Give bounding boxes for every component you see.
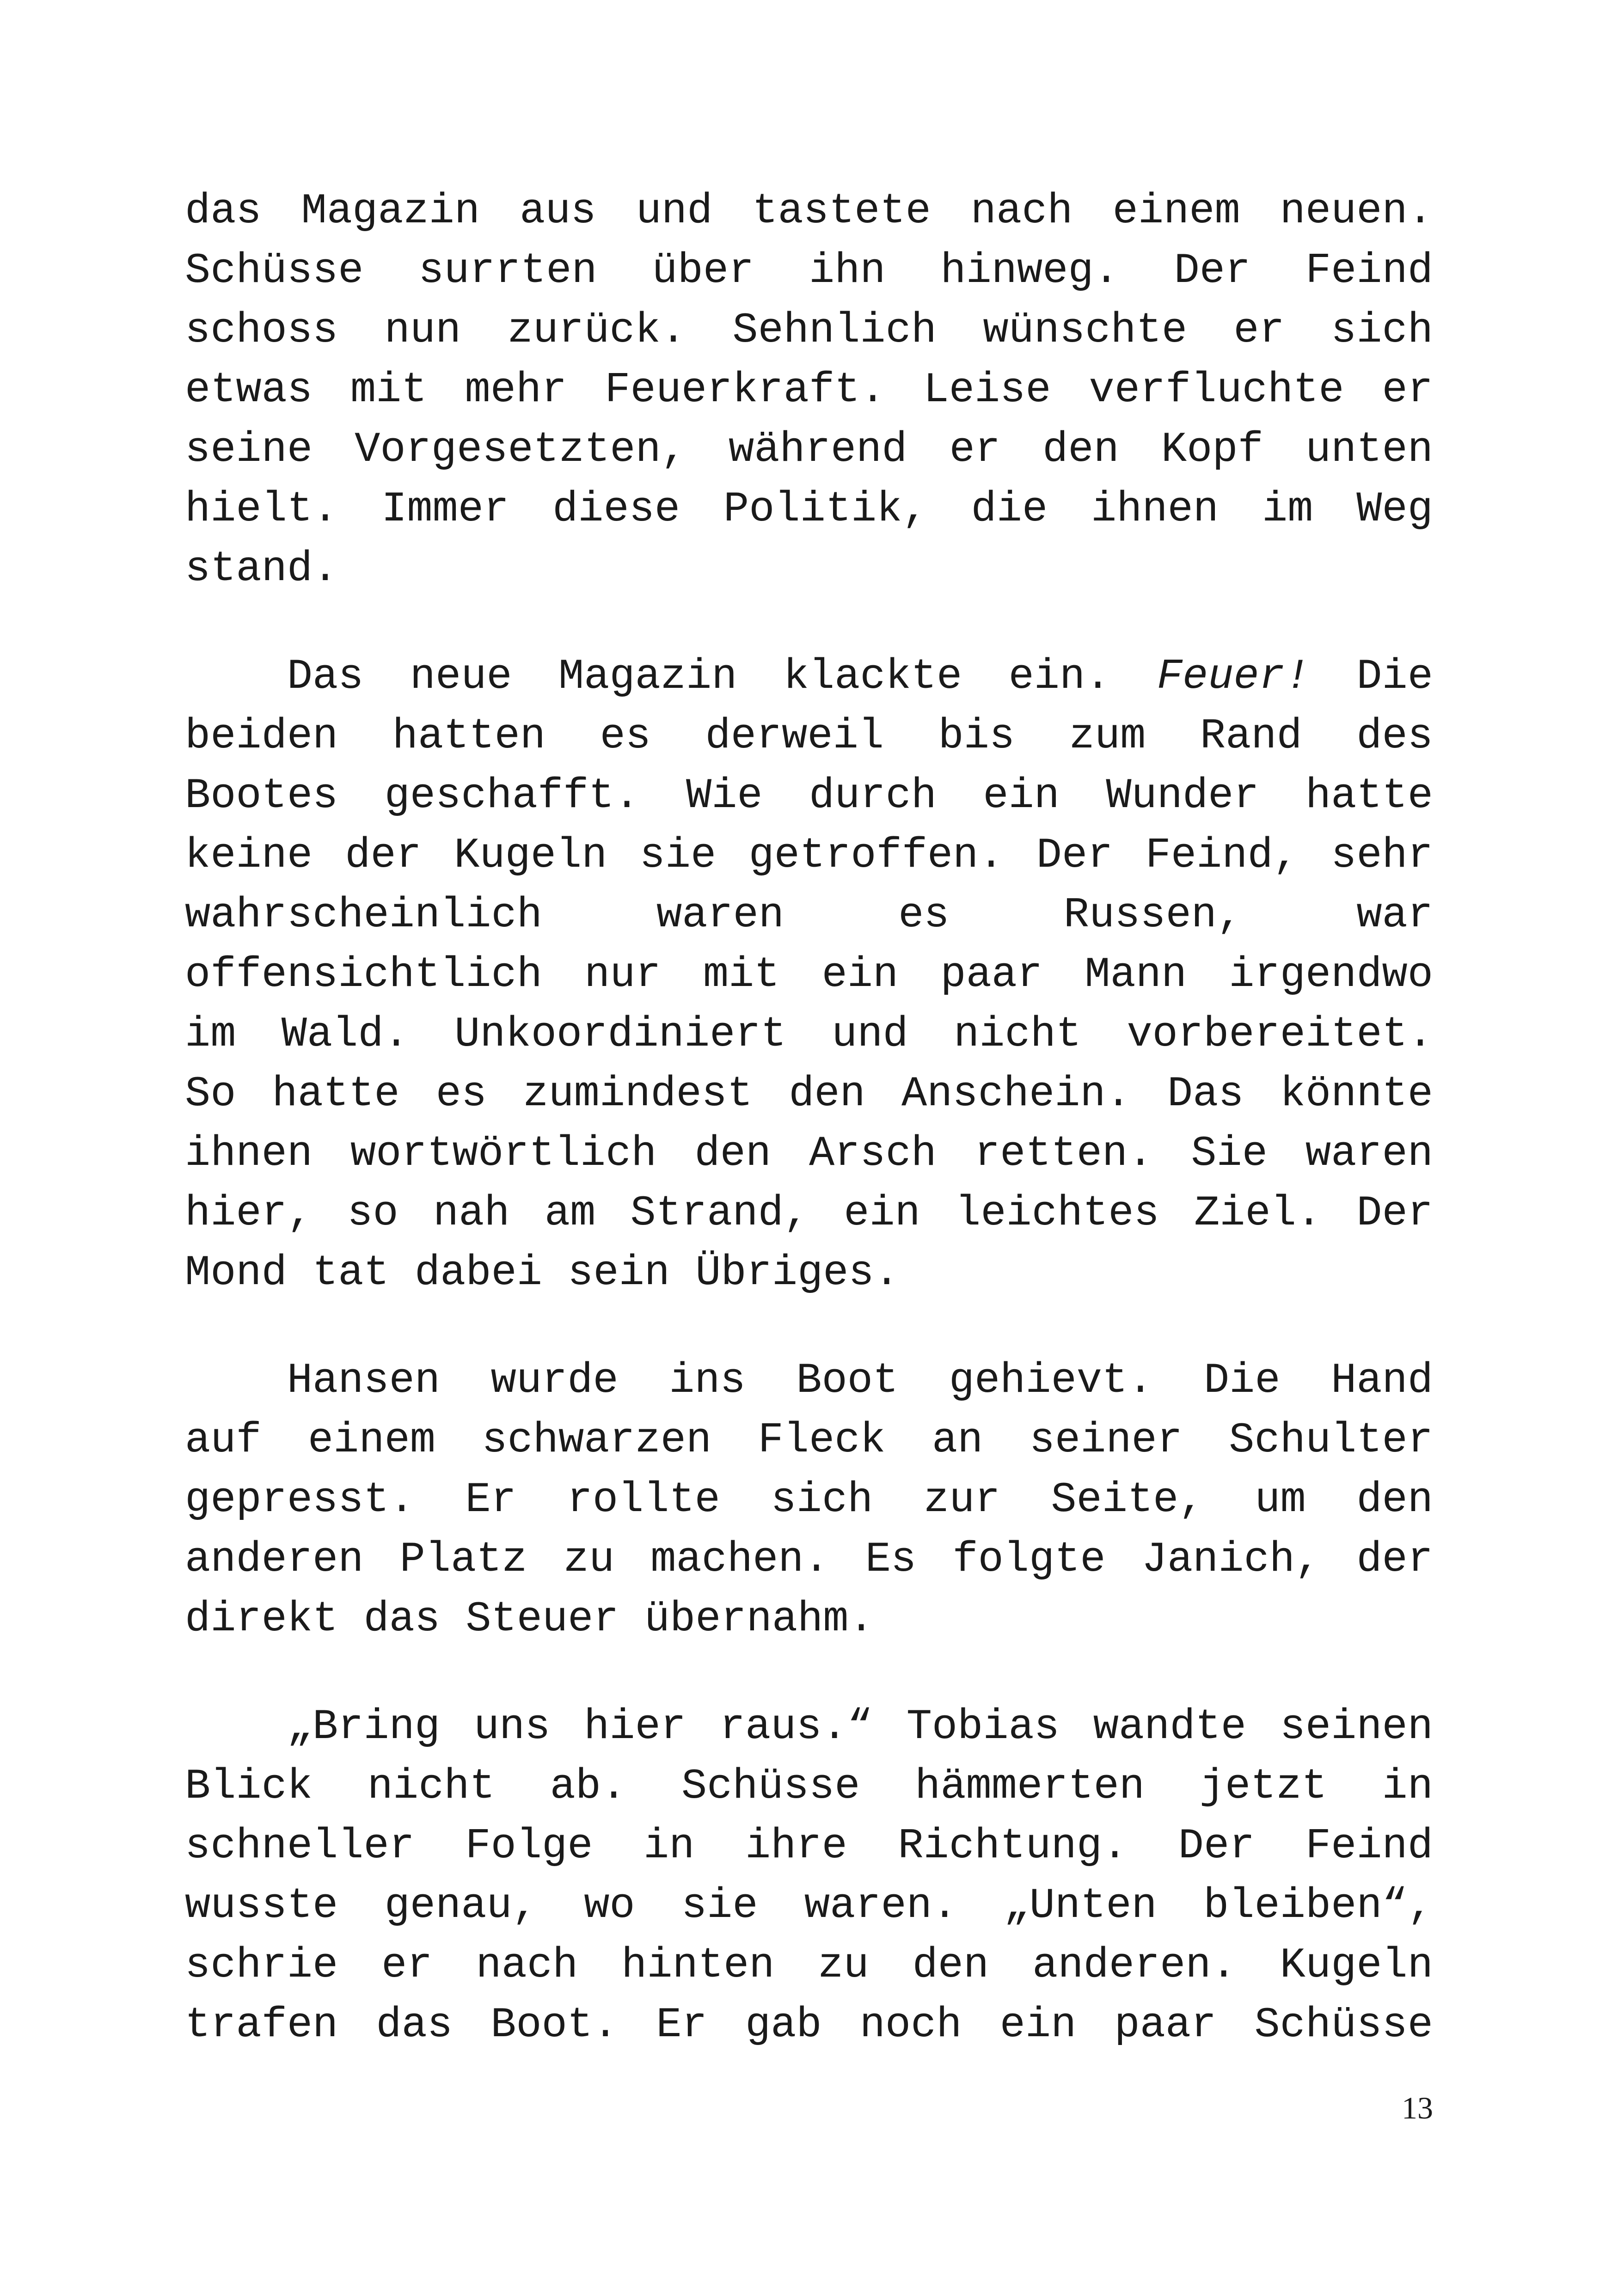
word: das: [185, 187, 262, 235]
word: Hand: [1331, 1356, 1433, 1405]
word: es: [435, 1070, 487, 1118]
word: zu: [563, 1535, 615, 1584]
word: er: [1382, 366, 1433, 414]
text-line: [185, 1530, 1433, 1589]
word: hinten: [621, 1941, 775, 1990]
text-line: [185, 1589, 1433, 1649]
word: Mann: [1085, 950, 1187, 999]
word: Kugeln: [454, 831, 607, 880]
word: zumindest: [523, 1070, 753, 1118]
text-line: [185, 1470, 1433, 1530]
word: bleiben“,: [1203, 1881, 1433, 1930]
text-line: [185, 1995, 1433, 2055]
word: schneller: [185, 1822, 415, 1870]
word: den: [912, 1941, 989, 1990]
word: könnte: [1280, 1070, 1433, 1118]
text-line: [185, 1816, 1433, 1876]
word: nach: [970, 187, 1073, 235]
paragraph: [185, 1351, 1433, 1649]
text-line: [185, 1697, 1433, 1757]
word: Er: [656, 2001, 707, 2049]
word: sein: [542, 1249, 670, 1297]
word: nach: [476, 1941, 578, 1990]
word: er: [381, 1941, 433, 1990]
word: ins: [669, 1356, 746, 1405]
word: diese: [552, 485, 680, 533]
word: Hansen: [185, 1356, 441, 1405]
word: in: [1382, 1762, 1433, 1811]
word: schrie: [185, 1941, 338, 1990]
word: tastete: [752, 187, 931, 235]
word: zurück.: [507, 306, 686, 355]
word: zum: [1069, 712, 1146, 760]
word: seiner: [1029, 1416, 1183, 1464]
word: nah: [433, 1189, 510, 1237]
word: direkt: [185, 1595, 338, 1643]
word: beiden: [185, 712, 338, 760]
word: waren: [656, 891, 784, 939]
word: wahrscheinlich: [185, 891, 542, 939]
word: der: [1356, 1535, 1433, 1584]
word: Fleck: [758, 1416, 886, 1464]
word: Richtung.: [898, 1822, 1128, 1870]
word: surrten: [418, 246, 597, 295]
word: Weg: [1356, 485, 1433, 533]
word: ihre: [745, 1822, 847, 1870]
word: ein: [844, 1189, 920, 1237]
text-line: [185, 241, 1433, 300]
word: waren: [1305, 1129, 1433, 1178]
word: genau,: [384, 1881, 538, 1930]
word: hier: [584, 1702, 686, 1751]
word: es: [898, 891, 950, 939]
word: es: [600, 712, 651, 760]
word: unten: [1305, 425, 1433, 474]
word: Rand: [1200, 712, 1302, 760]
word: etwas: [185, 366, 313, 414]
word: Das: [1167, 1070, 1244, 1118]
word: Boot.: [490, 2001, 619, 2049]
word: Steuer: [440, 1595, 619, 1643]
word: Schulter: [1229, 1416, 1433, 1464]
word: bis: [938, 712, 1015, 760]
text-line: [185, 885, 1433, 945]
word: einem: [307, 1416, 436, 1464]
word: gehievt.: [949, 1356, 1153, 1405]
word: leichtes: [955, 1189, 1159, 1237]
word: seine: [185, 425, 313, 474]
word: nicht: [367, 1762, 495, 1811]
word: hatte: [1305, 771, 1433, 820]
word: Tobias: [906, 1702, 1060, 1751]
word: er: [949, 425, 1001, 474]
word: Vorgesetzten,: [355, 425, 686, 474]
word: hämmerten: [915, 1762, 1145, 1811]
word: sie: [639, 831, 717, 880]
word: Wie: [686, 771, 763, 820]
word: wortwörtlich: [350, 1129, 657, 1178]
word: raus.“: [719, 1702, 873, 1751]
word: Schüsse: [681, 1762, 860, 1811]
page-number: 13: [1402, 2090, 1433, 2125]
word: nur: [584, 950, 661, 999]
word: über: [652, 246, 754, 295]
word: hatte: [272, 1070, 400, 1118]
word: Schüsse: [1254, 2001, 1433, 2049]
paragraph: [185, 647, 1433, 1303]
word: Er: [465, 1476, 516, 1524]
word: Ziel.: [1194, 1189, 1322, 1237]
word: nun: [384, 306, 461, 355]
word: das: [376, 2001, 453, 2049]
word: Strand,: [630, 1189, 809, 1237]
word: Der: [1036, 831, 1113, 880]
word: retten.: [974, 1129, 1153, 1178]
word: offensichtlich: [185, 950, 542, 999]
word: zur: [924, 1476, 1000, 1524]
word: ein: [983, 771, 1060, 820]
word: hielt.: [185, 485, 338, 533]
word: Bootes: [185, 771, 338, 820]
text-line: [185, 1243, 1433, 1303]
word: hier,: [185, 1189, 313, 1237]
word: ein: [821, 950, 899, 999]
word: Mond: [185, 1249, 287, 1297]
word: das: [338, 1595, 441, 1643]
word: Sehnlich: [732, 306, 937, 355]
word: gepresst.: [185, 1476, 415, 1524]
word: um: [1255, 1476, 1306, 1524]
word: Magazin: [558, 652, 737, 701]
word: wusste: [185, 1881, 338, 1930]
word: derweil: [705, 712, 884, 760]
word: ihnen: [1091, 485, 1219, 533]
word: sich: [771, 1476, 873, 1524]
word: ab.: [550, 1762, 627, 1811]
word: durch: [809, 771, 937, 820]
word: den: [694, 1129, 772, 1178]
word: jetzt: [1199, 1762, 1327, 1811]
word: keine: [185, 831, 313, 880]
text-line: [185, 766, 1433, 826]
word: an: [932, 1416, 983, 1464]
text-line: [185, 181, 1433, 241]
word: ein: [999, 2001, 1077, 2049]
word: sehr: [1331, 831, 1433, 880]
word: war: [1356, 891, 1433, 939]
word: folgte: [952, 1535, 1106, 1584]
word: neuen.: [1280, 187, 1433, 235]
word: Kopf: [1161, 425, 1263, 474]
word: „Bring: [185, 1702, 441, 1751]
word: machen.: [650, 1535, 829, 1584]
word: nicht: [954, 1010, 1082, 1059]
word: den: [1356, 1476, 1433, 1524]
word: Feind,: [1145, 831, 1299, 880]
word: irgendwo: [1229, 950, 1433, 999]
word: Politik,: [723, 485, 928, 533]
word: anderen: [185, 1535, 364, 1584]
word: Arsch: [809, 1129, 937, 1178]
word: Russen,: [1063, 891, 1243, 939]
word: im: [185, 1010, 236, 1059]
word: paar: [1114, 2001, 1217, 2049]
paragraph: [185, 1697, 1433, 2055]
word: Das: [185, 652, 364, 701]
text-line: [185, 1004, 1433, 1064]
text-line: [185, 300, 1433, 360]
word: Es: [865, 1535, 917, 1584]
word: schwarzen: [482, 1416, 712, 1464]
word: verfluchte: [1089, 366, 1344, 414]
word: einem: [1112, 187, 1240, 235]
text-line: [185, 479, 1433, 539]
word: Feuer!: [1157, 652, 1310, 701]
word: rollte: [567, 1476, 720, 1524]
word: Der: [1174, 246, 1251, 295]
word: geschafft.: [384, 771, 640, 820]
word: Platz: [399, 1535, 527, 1584]
word: Der: [1178, 1822, 1255, 1870]
text-line: [185, 706, 1433, 766]
word: Der: [1356, 1189, 1433, 1237]
word: mit: [350, 366, 427, 414]
text-line: [185, 945, 1433, 1004]
word: Seite,: [1051, 1476, 1204, 1524]
text-line: [185, 1124, 1433, 1183]
text-line: [185, 1935, 1433, 1995]
word: ihnen: [185, 1129, 313, 1178]
text-line: [185, 539, 1433, 599]
word: paar: [940, 950, 1043, 999]
word: gab: [745, 2001, 822, 2049]
word: seinen: [1280, 1702, 1433, 1751]
word: Magazin: [301, 187, 480, 235]
text-line: [185, 826, 1433, 885]
word: sich: [1331, 306, 1433, 355]
text-line: [185, 1757, 1433, 1816]
word: Die: [1356, 652, 1433, 701]
word: Blick: [185, 1762, 313, 1811]
word: Unkoordiniert: [454, 1010, 786, 1059]
word: während: [729, 425, 907, 474]
word: mehr: [465, 366, 567, 414]
word: Schüsse: [185, 246, 364, 295]
word: mit: [703, 950, 780, 999]
text-line: [185, 1064, 1433, 1124]
word: wandte: [1093, 1702, 1246, 1751]
word: neue: [410, 652, 512, 701]
word: tat: [287, 1249, 389, 1297]
word: stand.: [185, 545, 338, 593]
word: Die: [1203, 1356, 1281, 1405]
text-line: [185, 1183, 1433, 1243]
word: des: [1356, 712, 1433, 760]
word: wo: [584, 1881, 635, 1930]
word: Kugeln: [1280, 1941, 1433, 1990]
word: den: [1042, 425, 1119, 474]
text-line: [185, 1351, 1433, 1410]
word: klackte: [783, 652, 962, 701]
word: Wunder: [1106, 771, 1259, 820]
word: im: [1262, 485, 1313, 533]
word: und: [832, 1010, 908, 1059]
word: der: [345, 831, 422, 880]
word: Immer: [381, 485, 509, 533]
word: Feuerkraft.: [605, 366, 886, 414]
word: wurde: [490, 1356, 619, 1405]
word: vorbereitet.: [1127, 1010, 1433, 1059]
word: aus: [520, 187, 596, 235]
word: übernahm.: [619, 1595, 874, 1643]
word: „Unten: [1004, 1881, 1157, 1930]
word: in: [644, 1822, 695, 1870]
word: auf: [185, 1416, 262, 1464]
text-line: [185, 647, 1433, 706]
word: sie: [681, 1881, 758, 1930]
word: er: [1233, 306, 1285, 355]
word: uns: [473, 1702, 551, 1751]
paragraph-gap: [185, 599, 1433, 647]
word: zu: [818, 1941, 869, 1990]
word: hinweg.: [940, 246, 1119, 295]
word: Anschein.: [901, 1070, 1131, 1118]
word: trafen: [185, 2001, 338, 2049]
word: wünschte: [983, 306, 1188, 355]
word: ein.: [1008, 652, 1111, 701]
word: schoss: [185, 306, 338, 355]
word: dabei: [389, 1249, 542, 1297]
word: hatten: [392, 712, 546, 760]
word: Wald.: [281, 1010, 409, 1059]
word: Leise: [923, 366, 1051, 414]
word: Feind: [1305, 246, 1433, 295]
word: Übriges.: [670, 1249, 900, 1297]
word: den: [789, 1070, 865, 1118]
text-line: [185, 1876, 1433, 1935]
text-line: [185, 1410, 1433, 1470]
word: und: [636, 187, 713, 235]
word: Boot: [796, 1356, 899, 1405]
word: Feind: [1305, 1822, 1433, 1870]
paragraph: [185, 181, 1433, 599]
word: Janich,: [1141, 1535, 1321, 1584]
word: getroffen.: [748, 831, 1004, 880]
word: Folge: [465, 1822, 593, 1870]
word: ihn: [809, 246, 886, 295]
body-text: [185, 181, 1433, 2055]
word: Sie: [1191, 1129, 1268, 1178]
text-line: [185, 360, 1433, 420]
word: anderen.: [1032, 1941, 1237, 1990]
word: so: [347, 1189, 398, 1237]
paragraph-gap: [185, 1649, 1433, 1697]
word: waren.: [804, 1881, 958, 1930]
paragraph-gap: [185, 1303, 1433, 1351]
word: So: [185, 1070, 236, 1118]
word: noch: [859, 2001, 962, 2049]
text-line: [185, 420, 1433, 479]
word: die: [971, 485, 1048, 533]
word: am: [544, 1189, 596, 1237]
